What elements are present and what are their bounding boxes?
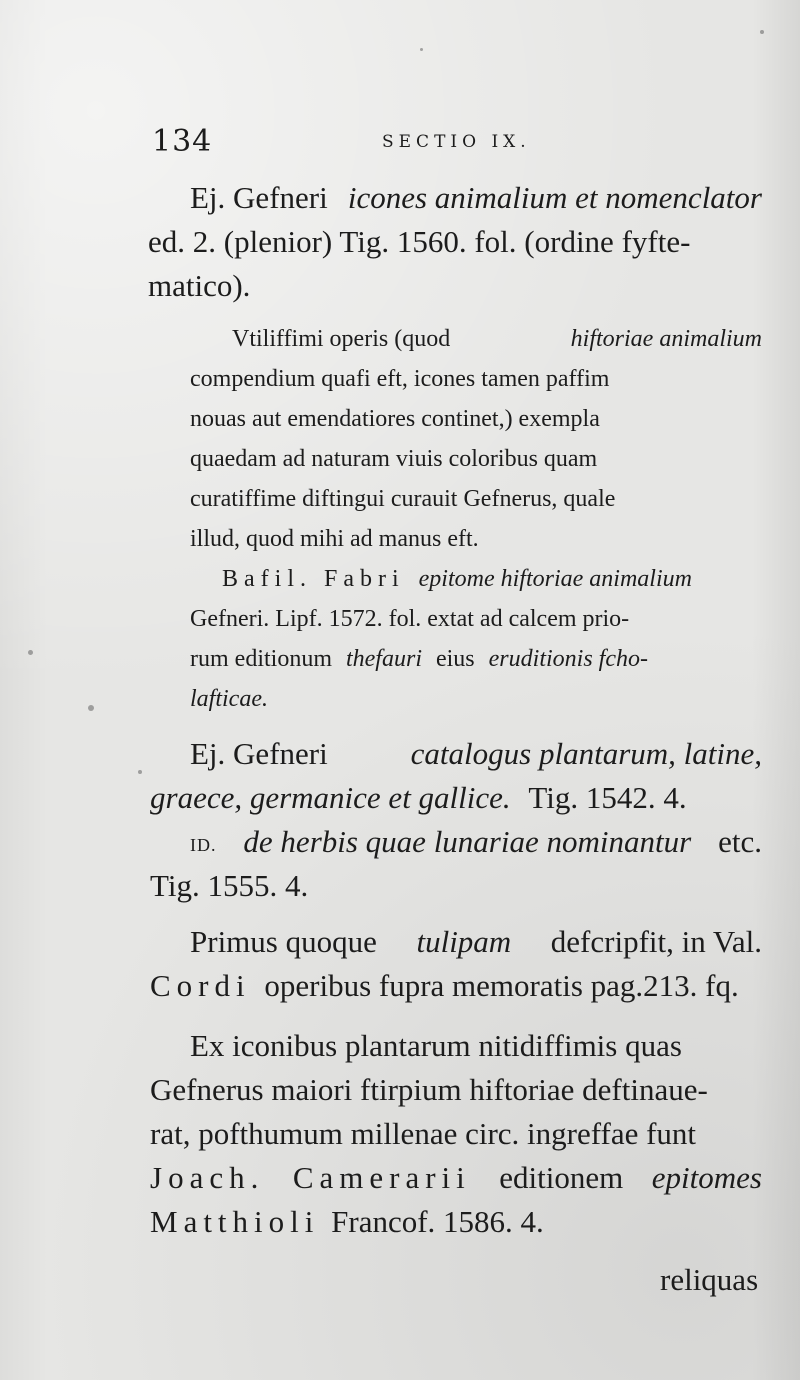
text-line [190,736,762,772]
text-line [150,1072,708,1108]
paper-speck [88,705,94,711]
text-line-content: Gefneri. Lipf. 1572. fol. extat ad calcem prio- [190,606,630,632]
text-line-content: Vtiliffimi operis (quod [232,326,451,352]
text-line-content: Francof. 1586. 4. [331,1204,544,1239]
author-text: Joach. [150,1160,265,1195]
author-text: Matthioli [150,1204,320,1239]
text-line-content: eius [435,646,475,672]
text-line [148,268,250,304]
author-text: ID. [190,835,217,855]
text-line [150,868,308,904]
text-line [150,1160,762,1196]
title-text: lafticae. [190,686,268,712]
title-text: hiftoriae animalium [570,326,762,352]
text-line-content: Primus quoque [190,924,377,959]
text-line-content: etc. [718,824,762,859]
text-line-content: Ex iconibus plantarum nitidiffimis quas [190,1028,682,1063]
running-head: SECTIO IX. [382,132,531,152]
author-text: Bafil. Fabri [222,566,405,592]
author-text: Cordi [150,968,251,1003]
text-line [190,686,268,713]
text-line [190,824,762,860]
author-text: Ej. Gefneri [190,736,328,771]
text-line-content: nouas aut emendatiores continet,) exempla [190,406,600,432]
text-line [150,1116,696,1152]
text-line [190,180,762,216]
text-line-content: rat, pofthumum millenae circ. ingreffae funt [150,1116,697,1151]
catchword-text: reliquas [660,1262,759,1297]
paper-speck [28,650,33,655]
paper-speck [760,30,764,34]
paper-speck [138,770,142,774]
text-line [190,526,479,553]
title-text: icones animalium et nomenclator [347,180,762,215]
page-header [152,122,592,162]
title-text: epitome hiftoriae animalium [418,566,692,592]
text-line [190,406,600,433]
text-line-content: curatiffime diftingui curauit Gefnerus, quale [190,486,616,512]
text-line-content: Gefnerus maiori ftirpium hiftoriae deftinaue- [150,1072,708,1107]
author-text: Ej. Gefneri [190,180,328,215]
title-text: de herbis quae lunariae nominantur [243,824,692,859]
text-line-content: operibus fupra memoratis pag.213. fq. [264,968,739,1003]
text-line [190,606,629,633]
text-line [190,1028,762,1064]
title-text: tulipam [416,924,512,959]
text-line-content: matico). [148,268,251,303]
text-line [148,224,762,260]
text-line [190,646,648,673]
text-line-content: defcripfit, in Val. [550,924,762,959]
title-text: catalogus plantarum, latine, [410,736,762,771]
text-line-content: Tig. 1555. 4. [150,868,309,903]
paper-speck [420,48,423,51]
text-line-content: rum editionum [190,646,332,672]
text-line [150,968,762,1004]
title-text: graece, germanice et gallice. [150,780,511,815]
text-line [150,780,687,816]
text-line-content: Tig. 1542. 4. [528,780,687,815]
text-line-content: compendium quafi eft, icones tamen paffim [190,366,610,392]
text-line-content: illud, quod mihi ad manus eft. [190,526,479,552]
author-text: Camerarii [292,1160,471,1195]
title-text: thefauri [345,646,422,672]
text-line [190,366,609,393]
catchword [660,1262,758,1298]
page-number: 134 [152,124,213,159]
text-line [150,1204,544,1240]
text-line [190,446,597,473]
title-text: epitomes [651,1160,762,1195]
text-line-content: ed. 2. (plenior) Tig. 1560. fol. (ordine fyfte- [148,224,691,259]
text-line-content: editionem [499,1160,624,1195]
text-line [190,924,762,960]
text-line-content: quaedam ad naturam viuis coloribus quam [190,446,598,472]
title-text: eruditionis fcho- [488,646,648,672]
text-line [190,486,615,513]
text-line [232,326,762,353]
text-line [222,566,762,593]
